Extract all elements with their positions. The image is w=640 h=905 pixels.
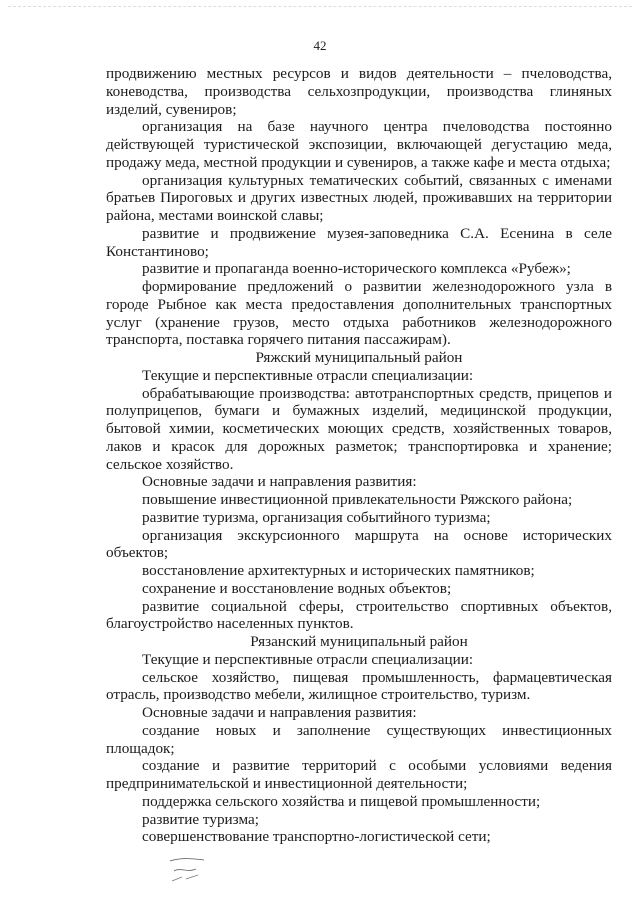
paragraph: продвижению местных ресурсов и видов деятельности – пчеловодства, коневодства, производства сельхозпродукции, производства глиняных изделий, сувениров; bbox=[106, 65, 612, 118]
page-number: 42 bbox=[313, 38, 327, 53]
paragraph: развитие и продвижение музея-заповедника С.А. Есенина в селе Константиново; bbox=[106, 224, 612, 260]
paragraph: развитие и пропаганда военно-исторического комплекса «Рубеж»; bbox=[142, 260, 571, 278]
scan-edge-line bbox=[8, 6, 632, 8]
scan-scribble-mark bbox=[168, 855, 208, 885]
paragraph: организация культурных тематических событий, связанных с именами братьев Пироговых и других известных людей, проживавших на территории района, местами воинской славы; bbox=[106, 171, 612, 224]
paragraph: организация экскурсионного маршрута на основе исторических объектов; bbox=[106, 526, 612, 562]
paragraph: Основные задачи и направления развития: bbox=[142, 473, 417, 491]
paragraph: развитие туризма; bbox=[142, 810, 259, 828]
paragraph: обрабатывающие производства: автотранспортных средств, прицепов и полуприцепов, бумаги и бумажных изделий, медицинской продукции, бытовой химии, косметических моющих средств, хозяйственных товаров, лаков и красок для дорожных разметок; транспортировка и хранение; сельское хозяйство. bbox=[106, 384, 612, 473]
paragraph: сельское хозяйство, пищевая промышленность, фармацевтическая отрасль, производство мебели, жилищное строительство, туризм. bbox=[106, 668, 612, 704]
paragraph: создание новых и заполнение существующих инвестиционных площадок; bbox=[106, 721, 612, 757]
paragraph: формирование предложений о развитии железнодорожного узла в городе Рыбное как места предоставления дополнительных транспортных услуг (хранение грузов, место отдыха работников железнодорожного транспорта, поставка горячего питания пассажирам). bbox=[106, 278, 612, 349]
paragraph: Текущие и перспективные отрасли специализации: bbox=[142, 650, 474, 668]
section-heading-ryazansky: Рязанский муниципальный район bbox=[250, 633, 468, 650]
paragraph: создание и развитие территорий с особыми условиями ведения предпринимательской и инвестиционной деятельности; bbox=[106, 757, 612, 792]
paragraph: повышение инвестиционной привлекательности Ряжского района; bbox=[142, 491, 573, 508]
paragraph: развитие туризма, организация событийного туризма; bbox=[142, 508, 491, 526]
section-heading-ryazhsky: Ряжский муниципальный район bbox=[255, 349, 463, 366]
paragraph: Текущие и перспективные отрасли специализации: bbox=[142, 366, 474, 384]
paragraph: поддержка сельского хозяйства и пищевой промышленности; bbox=[142, 792, 541, 810]
paragraph: развитие социальной сферы, строительство спортивных объектов, благоустройство населенных пунктов. bbox=[106, 597, 612, 633]
paragraph: совершенствование транспортно-логистической сети; bbox=[142, 828, 491, 846]
paragraph: восстановление архитектурных и исторических памятников; bbox=[142, 562, 535, 579]
paragraph: Основные задачи и направления развития: bbox=[142, 704, 417, 721]
paragraph: организация на базе научного центра пчеловодства постоянно действующей туристической экспозиции, включающей дегустацию меда, продажу меда, местной продукции и сувениров, а также кафе и места отдыха; bbox=[106, 118, 612, 171]
paragraph: сохранение и восстановление водных объектов; bbox=[142, 579, 452, 597]
document-body bbox=[106, 65, 612, 846]
